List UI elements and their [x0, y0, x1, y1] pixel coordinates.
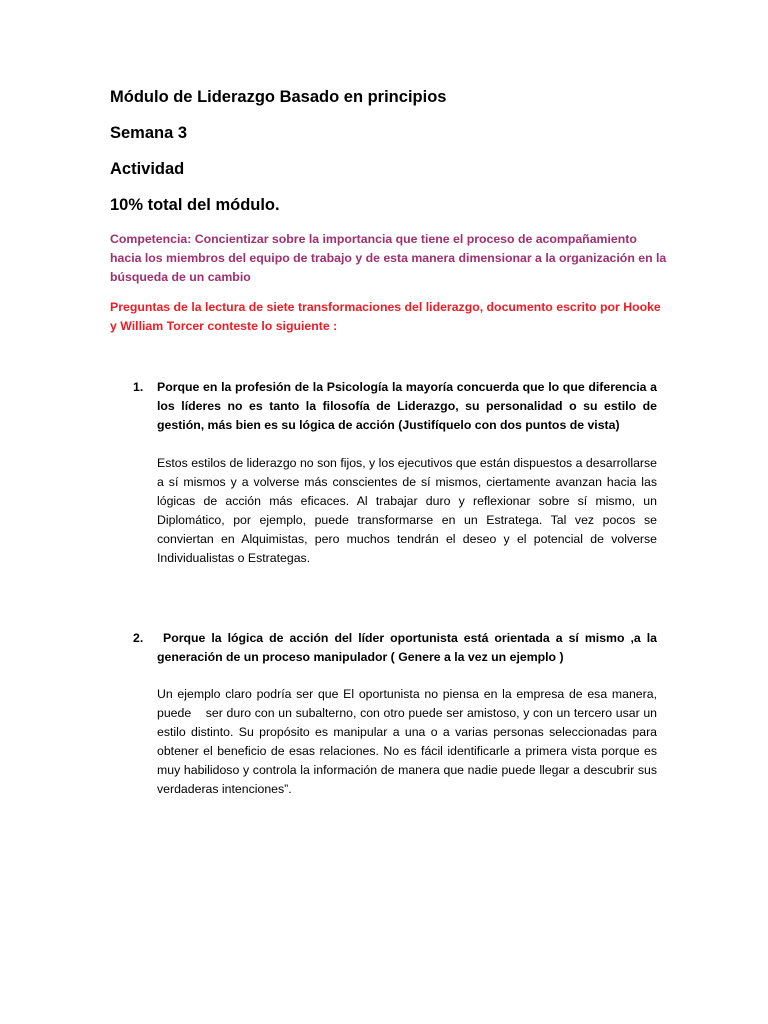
document-title: Módulo de Liderazgo Basado en principios — [110, 88, 447, 106]
question-1-text: Porque en la profesión de la Psicología la mayoría concuerda que lo que diferencia a los líderes no es tanto la filosofía de Liderazgo, su personalidad o su estilo de gestión, más bien es su lógica de acción (Justifíquelo con dos puntos de vista) — [157, 380, 657, 432]
answer-2-text: Un ejemplo claro podría ser que El oportunista no piensa en la empresa de esa manera, puede ser duro con un subalterno, con otro puede ser amistoso, y con un tercero usar un estilo distinto. Su propósito es manipular a una o a varias personas seleccionadas para obtener el beneficio de esas relaciones. No es fácil identificarle a primera vista porque es muy habilidoso y controla la información de manera que nadie puede llegar a descubrir sus verdaderas intenciones”. — [157, 687, 661, 796]
question-1-number: 1. — [133, 380, 144, 394]
week-heading: Semana 3 — [110, 124, 188, 142]
competency-paragraph: Competencia: Concientizar sobre la importancia que tiene el proceso de acompañamiento hacia los miembros del equipo de trabajo y de esta manera dimensionar a la organización en la búsqueda de un cambio — [110, 232, 667, 284]
activity-heading: Actividad — [110, 160, 185, 178]
weight-heading: 10% total del módulo. — [110, 196, 280, 214]
answer-1-text: Estos estilos de liderazgo no son fijos, y los ejecutivos que están dispuestos a desarrollarse a sí mismos y a volverse más conscientes de sí mismos, ciertamente avanzan hacia las lógicas de acción más eficaces. Al trabajar duro y reflexionar sobre sí mismo, un Diplomático, por ejemplo, puede transformarse en un Estratega. Tal vez pocos se conviertan en Alquimistas, pero muchos tendrán el deseo y el potencial de volverse Individualistas o Estrategas. — [157, 456, 657, 565]
question-2-text: Porque la lógica de acción del líder oportunista está orientada a sí mismo ,a la generación de un proceso manipulador ( Genere a la vez un ejemplo ) — [157, 631, 661, 664]
question-2-number: 2. — [133, 631, 144, 645]
instructions-paragraph: Preguntas de la lectura de siete transformaciones del liderazgo, documento escrito por Hooke y William Torcer conteste lo siguiente : — [110, 300, 661, 333]
